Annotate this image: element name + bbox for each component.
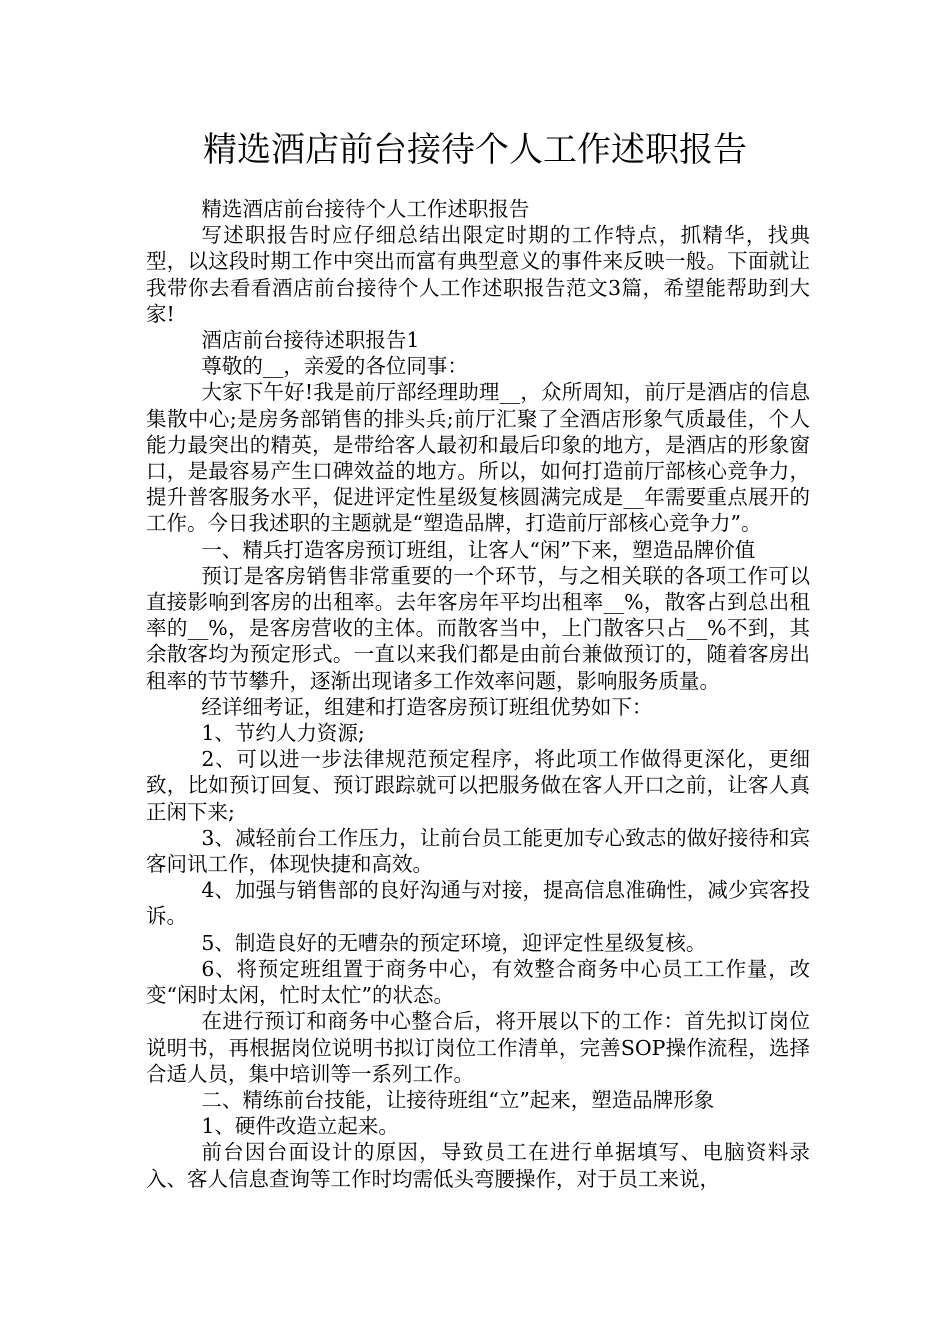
paragraph: 大家下午好!我是前厅部经理助理__，众所周知，前厅是酒店的信息集散中心;是房务部销售的排头兵;前厅汇聚了全酒店形象气质最佳，个人能力最突出的精英，是带给客人最初和最后印象的地方，是酒店的形象窗口，是最容易产生口碑效益的地方。所以，如何打造前厅部核心竞争力，提升普客服务水平，促进评定性星级复核圆满完成是__年需要重点展开的工作。今日我述职的主题就是“塑造品牌，打造前厅部核心竞争力”。: [146, 380, 810, 536]
paragraph: 预订是客房销售非常重要的一个环节，与之相关联的各项工作可以直接影响到客房的出租率。去年客房年平均出租率__%，散客占到总出租率的__%，是客房营收的主体。而散客当中，上门散客只占__%不到，其余散客均为预定形式。一直以来我们都是由前台兼做预订的，随着客房出租率的节节攀升，逐渐出现诸多工作效率问题，影响服务质量。: [146, 563, 810, 693]
paragraph: 经详细考证，组建和打造客房预订班组优势如下：: [201, 694, 653, 719]
section-heading: 一、精兵打造客房预订班组，让客人“闲”下来，塑造品牌价值: [201, 537, 756, 562]
document-title: 精选酒店前台接待个人工作述职报告: [203, 130, 747, 170]
paragraph: 前台因台面设计的原因，导致员工在进行单据填写、电脑资料录入、客人信息查询等工作时均需低头弯腰操作，对于员工来说，: [146, 1140, 810, 1191]
list-item: 6、将预定班组置于商务中心，有效整合商务中心员工工作量，改变“闲时太闲，忙时太忙”的状态。: [146, 956, 810, 1008]
paragraph: 写述职报告时应仔细总结出限定时期的工作特点，抓精华，找典型，以这段时期工作中突出而富有典型意义的事件来反映一般。下面就让我带你去看看酒店前台接待个人工作述职报告范文3篇，希望能帮助到大家!: [146, 223, 810, 326]
list-item: 4、加强与销售部的良好沟通与对接，提高信息准确性，减少宾客投诉。: [146, 878, 810, 929]
paragraph: 精选酒店前台接待个人工作述职报告: [201, 197, 530, 221]
salutation: 尊敬的__，亲爱的各位同事：: [201, 354, 468, 379]
document-body: [146, 196, 810, 1192]
list-item: 5、制造良好的无嘈杂的预定环境，迎评定性星级复核。: [201, 930, 707, 955]
list-item: 3、减轻前台工作压力，让前台员工能更加专心致志的做好接待和宾客问讯工作，体现快捷和高效。: [146, 825, 810, 877]
paragraph: 在进行预订和商务中心整合后，将开展以下的工作：首先拟订岗位说明书，再根据岗位说明书拟订岗位工作清单，完善SOP操作流程，选择合适人员，集中培训等一系列工作。: [146, 1009, 810, 1086]
section-heading: 二、精练前台技能，让接待班组“立”起来，塑造品牌形象: [201, 1087, 715, 1112]
section-heading: 酒店前台接待述职报告1: [201, 328, 420, 353]
list-item: 2、可以进一步法律规范预定程序，将此项工作做得更深化，更细致，比如预订回复、预订跟踪就可以把服务做在客人开口之前，让客人真正闲下来;: [146, 747, 810, 824]
list-item: 1、节约人力资源;: [201, 721, 365, 746]
list-item: 1、硬件改造立起来。: [201, 1114, 399, 1139]
